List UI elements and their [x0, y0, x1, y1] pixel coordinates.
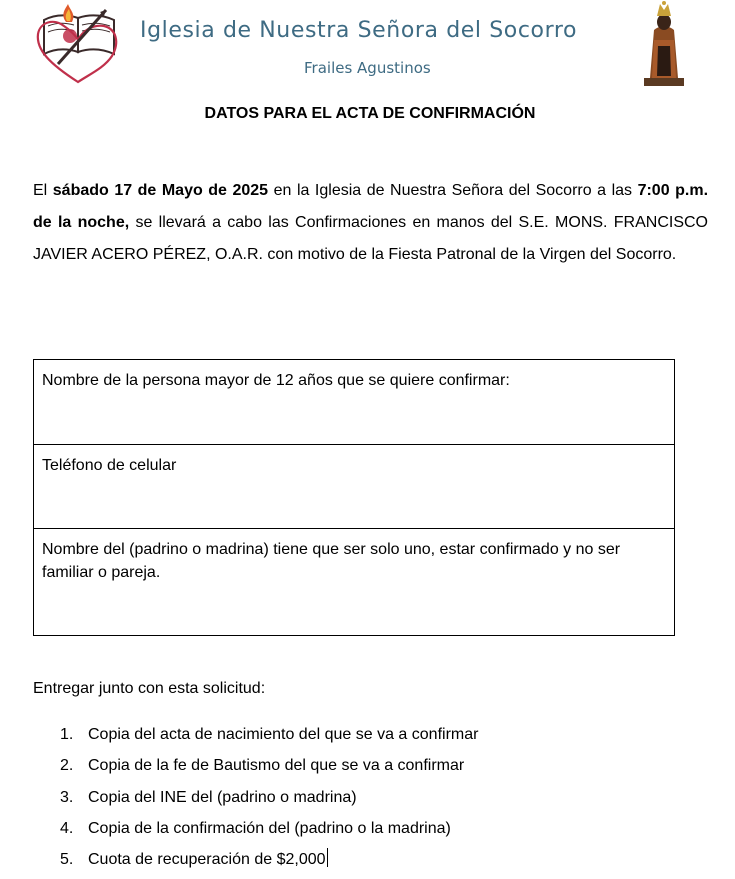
list-item — [60, 754, 478, 785]
intro-time: 7:00 p.m. de la noche, — [33, 182, 709, 231]
form-field-label: Teléfono de celular — [42, 457, 177, 474]
form-field-cell-phone[interactable] — [34, 444, 674, 528]
intro-text-1: El — [33, 182, 53, 199]
form-field-label: Nombre del (padrino o madrina) tiene que ser solo uno, estar confirmado y no ser familiar o pareja. — [42, 541, 621, 581]
list-item — [60, 786, 478, 817]
list-item-number: 5. — [60, 851, 74, 869]
list-item — [60, 817, 478, 848]
document-header — [0, 0, 735, 95]
virgin-statue-image — [640, 0, 688, 86]
list-item-number: 4. — [60, 819, 74, 837]
list-item-number: 3. — [60, 788, 74, 806]
requirements-list — [60, 723, 478, 879]
list-item-text: Copia del acta de nacimiento del que se va a confirmar — [88, 726, 479, 743]
list-item-number: 2. — [60, 757, 74, 775]
deliver-label: Entregar junto con esta solicitud: — [33, 680, 266, 697]
list-item — [60, 848, 478, 879]
intro-date: sábado 17 de Mayo de 2025 — [52, 182, 269, 199]
form-field-confirmand-name[interactable] — [34, 360, 674, 444]
list-item — [60, 723, 478, 754]
intro-paragraph — [33, 175, 708, 271]
church-name: Iglesia de Nuestra Señora del Socorro — [140, 18, 578, 43]
list-item-text: Copia de la confirmación del (padrino o la madrina) — [88, 819, 451, 837]
form-field-godparent-name[interactable] — [34, 528, 674, 635]
intro-text-3: se llevará a cabo las Confirmaciones en manos del S.E. MONS. FRANCISCO JAVIER ACERO PÉREZ, O.A.R. con motivo de la Fiesta Patronal de la Virgen del Socorro. — [33, 214, 709, 263]
order-subtitle: Frailes Agustinos — [304, 59, 431, 77]
text-cursor — [327, 848, 328, 867]
confirmation-form-table — [33, 359, 675, 636]
form-field-label: Nombre de la persona mayor de 12 años que se quiere confirmar: — [42, 372, 510, 389]
intro-text-2: en la Iglesia de Nuestra Señora del Socorro a las — [268, 182, 638, 199]
document-title: DATOS PARA EL ACTA DE CONFIRMACIÓN — [204, 105, 536, 122]
augustinian-heart-book-logo — [30, 2, 130, 88]
list-item-text: Copia de la fe de Bautismo del que se va a confirmar — [88, 757, 465, 775]
list-item-text: Copia del INE del (padrino o madrina) — [88, 788, 357, 806]
list-item-text[interactable]: Cuota de recuperación de $2,000 — [88, 851, 326, 869]
list-item-number: 1. — [60, 726, 74, 743]
